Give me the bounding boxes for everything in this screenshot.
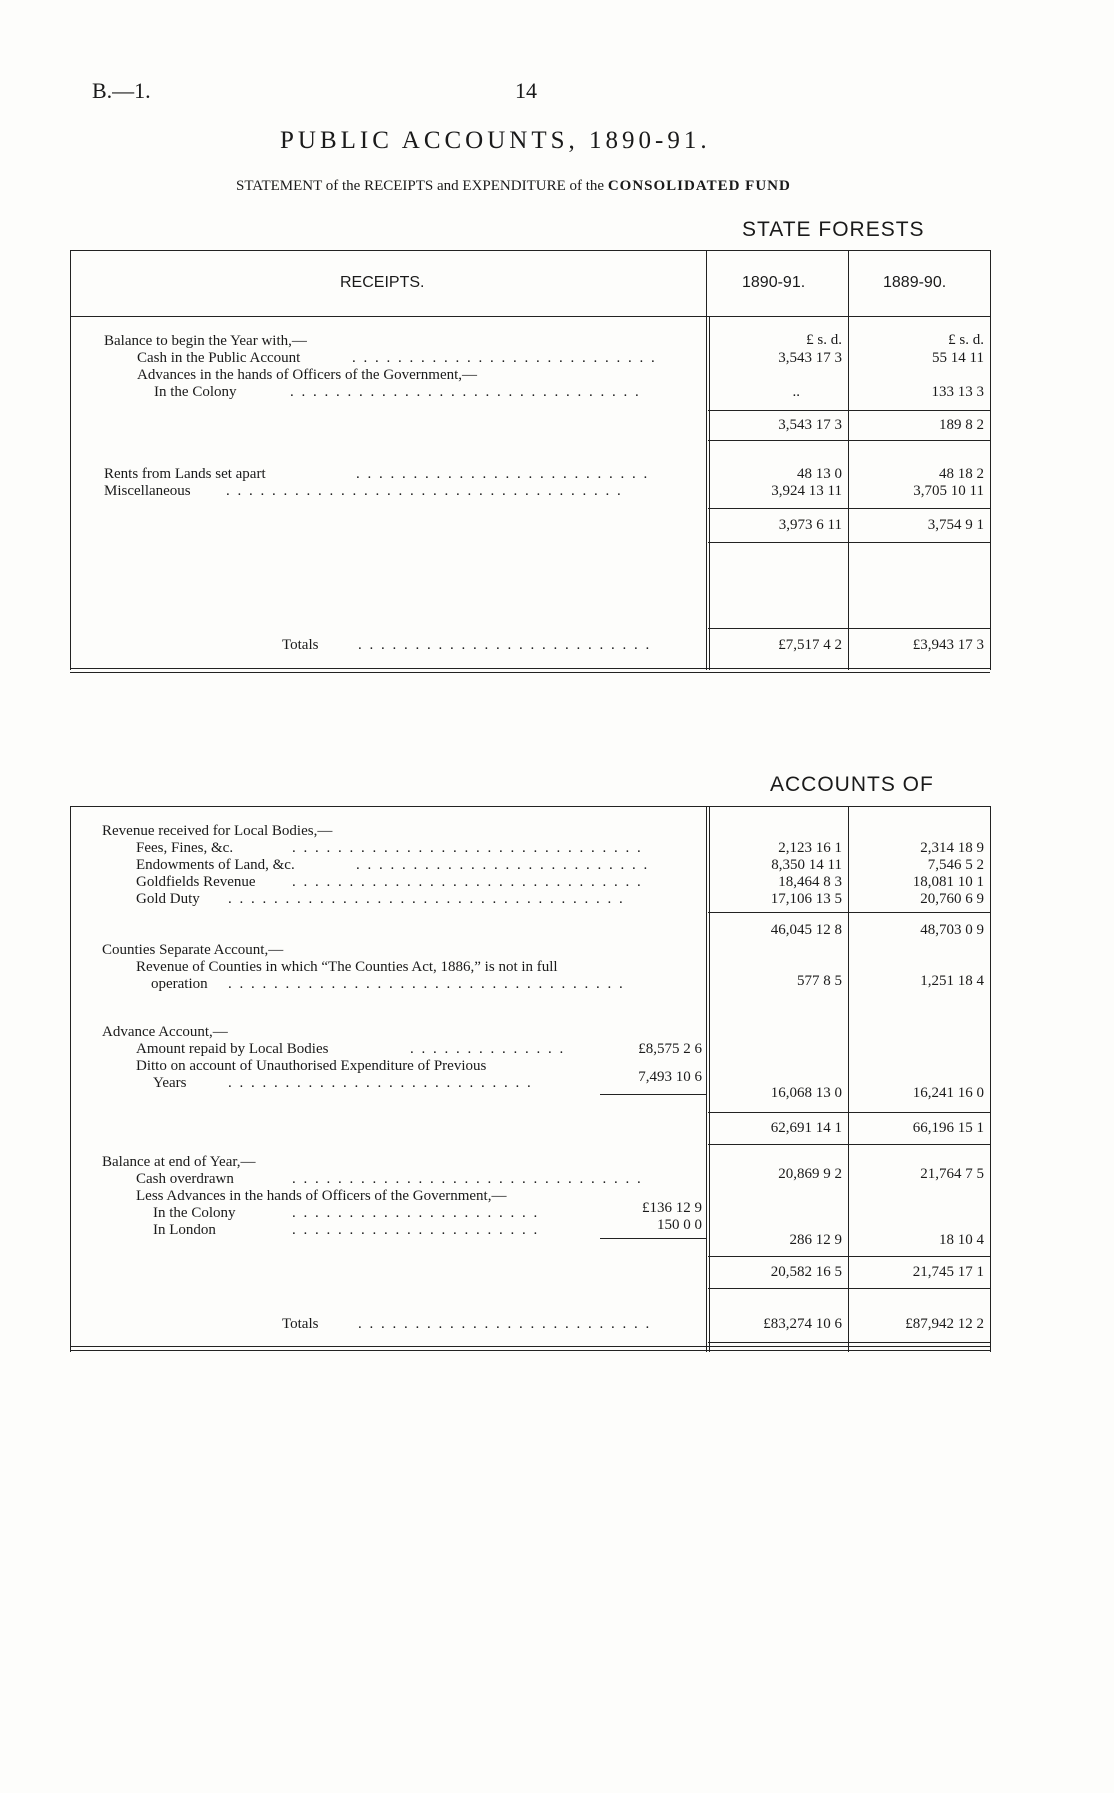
in-london-value: 150 0 0 (657, 1217, 702, 1233)
cash-public-account-1890: 3,543 17 3 (778, 350, 842, 366)
subtitle-fund-name: CONSOLIDATED FUND (607, 178, 791, 194)
totals-1889: £3,943 17 3 (912, 637, 984, 653)
leader-dots: . . . . . . . . . . . . . . . . . . . . . . . . . . (356, 466, 650, 482)
ditto-unauthorised-label: Ditto on account of Unauthorised Expenditure of Previous (136, 1058, 487, 1074)
rents-1890: 48 13 0 (797, 466, 842, 482)
counties-revenue-label: Revenue of Counties in which “The Counties Act, 1886,” is not in full (136, 959, 558, 975)
goldfields-revenue-label: Goldfields Revenue (136, 874, 256, 890)
in-colony-1889: 133 13 3 (931, 384, 984, 400)
counties-separate-heading: Counties Separate Account,— (102, 942, 284, 958)
page-reference: B.—1. (92, 78, 151, 103)
leader-dots: . . . . . . . . . . . . . . . . . . . . . . . . . . . . . . . (292, 840, 643, 856)
page-title: PUBLIC ACCOUNTS, 1890-91. (280, 127, 711, 154)
balance-subtotal-1890-b: 20,582 16 5 (770, 1264, 842, 1280)
goldfields-revenue-1890: 18,464 8 3 (778, 874, 842, 890)
subtitle-prefix: STATEMENT of the RECEIPTS and EXPENDITURE of the (236, 178, 605, 194)
leader-dots: . . . . . . . . . . . . . . . . . . . . . . . . . . (356, 857, 650, 873)
counties-operation-label: operation (151, 976, 208, 992)
counties-1889: 1,251 18 4 (920, 973, 984, 989)
balance-subtotal-1889: 189 8 2 (939, 417, 984, 433)
totals-1889-2: £87,942 12 2 (905, 1316, 984, 1332)
column-header-1889-90: 1889-90. (883, 274, 947, 291)
endowments-label: Endowments of Land, &c. (136, 857, 295, 873)
currency-header-1890: £ s. d. (806, 332, 842, 348)
less-advances-1889: 18 10 4 (939, 1232, 984, 1248)
miscellaneous-1890: 3,924 13 11 (771, 483, 842, 499)
gold-duty-1890: 17,106 13 5 (770, 891, 842, 907)
leader-dots: . . . . . . . . . . . . . . . . . . . . . . (292, 1222, 540, 1238)
leader-dots: . . . . . . . . . . . . . . . . . . . . . . . . . . (358, 637, 652, 653)
receipts-subtotal-1890: 3,973 6 11 (778, 517, 842, 533)
fees-fines-1889: 2,314 18 9 (920, 840, 984, 856)
cash-public-account-1889: 55 14 11 (932, 350, 984, 366)
column-header-receipts: RECEIPTS. (340, 274, 425, 291)
gold-duty-label: Gold Duty (136, 891, 200, 907)
section-title-accounts-of: ACCOUNTS OF (770, 773, 934, 796)
leader-dots: . . . . . . . . . . . . . . . . . . . . . . . . . . . . . . . . . . . (226, 483, 623, 499)
revenue-subtotal-1890: 46,045 12 8 (770, 922, 842, 938)
ditto-unauthorised-value: 7,493 10 6 (638, 1069, 702, 1085)
miscellaneous-label: Miscellaneous (104, 483, 191, 499)
revenue-subtotal-1889: 48,703 0 9 (920, 922, 984, 938)
column-header-1890-91: 1890-91. (742, 274, 806, 291)
totals-label: Totals (282, 637, 319, 653)
endowments-1890: 8,350 14 11 (771, 857, 842, 873)
less-advances-label: Less Advances in the hands of Officers of the Government,— (136, 1188, 507, 1204)
leader-dots: . . . . . . . . . . . . . . (410, 1041, 566, 1057)
rents-label: Rents from Lands set apart (104, 466, 266, 482)
accounts-subtotal-1889: 66,196 15 1 (912, 1120, 984, 1136)
balance-subtotal-1889-b: 21,745 17 1 (912, 1264, 984, 1280)
leader-dots: . . . . . . . . . . . . . . . . . . . . . . (292, 1205, 540, 1221)
counties-1890: 577 8 5 (797, 973, 842, 989)
less-advances-1890: 286 12 9 (789, 1232, 842, 1248)
advance-account-1890: 16,068 13 0 (770, 1085, 842, 1101)
cash-overdrawn-1890: 20,869 9 2 (778, 1166, 842, 1182)
leader-dots: . . . . . . . . . . . . . . . . . . . . . . . . . . (358, 1316, 652, 1332)
totals-1890-2: £83,274 10 6 (763, 1316, 842, 1332)
section-title-state-forests: STATE FORESTS (742, 218, 925, 241)
balance-end-heading: Balance at end of Year,— (102, 1154, 256, 1170)
rents-1889: 48 18 2 (939, 466, 984, 482)
revenue-local-bodies-heading: Revenue received for Local Bodies,— (102, 823, 333, 839)
fees-fines-label: Fees, Fines, &c. (136, 840, 234, 856)
cash-overdrawn-label: Cash overdrawn (136, 1171, 234, 1187)
advance-account-1889: 16,241 16 0 (912, 1085, 984, 1101)
goldfields-revenue-1889: 18,081 10 1 (912, 874, 984, 890)
balance-begin-heading: Balance to begin the Year with,— (104, 333, 307, 349)
accounts-subtotal-1890: 62,691 14 1 (770, 1120, 842, 1136)
leader-dots: . . . . . . . . . . . . . . . . . . . . . . . . . . . . . . . (292, 1171, 643, 1187)
receipts-subtotal-1889: 3,754 9 1 (927, 517, 984, 533)
leader-dots: . . . . . . . . . . . . . . . . . . . . . . . . . . . . . . . . . . . (228, 976, 625, 992)
leader-dots: . . . . . . . . . . . . . . . . . . . . . . . . . . . (352, 350, 657, 366)
cash-overdrawn-1889: 21,764 7 5 (920, 1166, 984, 1182)
miscellaneous-1889: 3,705 10 11 (913, 483, 984, 499)
endowments-1889: 7,546 5 2 (927, 857, 984, 873)
balance-subtotal-1890: 3,543 17 3 (778, 417, 842, 433)
cash-public-account-label: Cash in the Public Account (137, 350, 301, 366)
leader-dots: . . . . . . . . . . . . . . . . . . . . . . . . . . . . . . . (290, 384, 641, 400)
in-colony-label: In the Colony (154, 384, 237, 400)
fees-fines-1890: 2,123 16 1 (778, 840, 842, 856)
statement-subtitle (236, 178, 791, 195)
leader-dots: . . . . . . . . . . . . . . . . . . . . . . . . . . . . . . . (292, 874, 643, 890)
totals-1890: £7,517 4 2 (778, 637, 842, 653)
in-colony-label-2: In the Colony (153, 1205, 236, 1221)
ditto-years-label: Years (153, 1075, 187, 1091)
amount-repaid-label: Amount repaid by Local Bodies (136, 1041, 329, 1057)
in-colony-value: £136 12 9 (642, 1200, 702, 1216)
in-london-label: In London (153, 1222, 216, 1238)
totals-label-2: Totals (282, 1316, 319, 1332)
amount-repaid-value: £8,575 2 6 (638, 1041, 702, 1057)
advances-heading: Advances in the hands of Officers of the Government,— (137, 367, 478, 383)
gold-duty-1889: 20,760 6 9 (920, 891, 984, 907)
page-number: 14 (515, 78, 537, 103)
leader-dots: . . . . . . . . . . . . . . . . . . . . . . . . . . . (228, 1075, 533, 1091)
leader-dots: . . . . . . . . . . . . . . . . . . . . . . . . . . . . . . . . . . . (228, 891, 625, 907)
advance-account-heading: Advance Account,— (102, 1024, 228, 1040)
currency-header-1889: £ s. d. (948, 332, 984, 348)
in-colony-1890: .. (792, 384, 800, 400)
